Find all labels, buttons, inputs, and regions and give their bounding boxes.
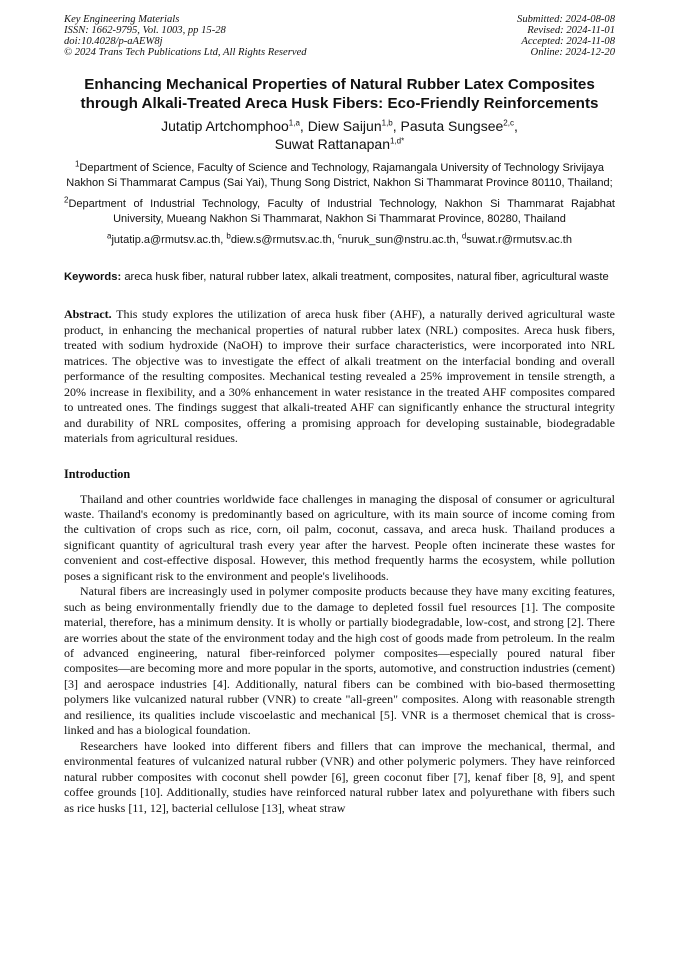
author-name: Diew Saijun: [307, 118, 382, 134]
paper-title: [64, 75, 615, 113]
journal-name: Key Engineering Materials: [64, 14, 180, 25]
date-online: Online: 2024-12-20: [530, 47, 615, 58]
keywords-block: [64, 270, 615, 284]
section-heading-introduction: Introduction: [64, 466, 131, 481]
date-submitted: Submitted: 2024-08-08: [517, 14, 615, 25]
email-link[interactable]: diew.s@rmutsv.ac.th: [230, 234, 332, 246]
author-affiliation-mark: 1,a: [288, 118, 300, 128]
author-emails: $^a$jutatip.a@rmutsv.ac.th, $^b$diew.s@rmutsv.ac.th, $^c$nuruk_sun@nstru.ac.th, $^d$suwat.r@rmutsv.ac.th: [107, 231, 572, 246]
email-mark: a: [107, 231, 112, 241]
journal-issn: ISSN: 1662-9795, Vol. 1003, pp 15-28: [64, 25, 226, 36]
author-list: [64, 117, 615, 153]
paper-page: [64, 14, 615, 816]
affiliation-2: [64, 197, 615, 227]
author-name: Suwat Rattanapan: [274, 136, 390, 152]
date-accepted: Accepted: 2024-11-08: [521, 36, 615, 47]
journal-info: [64, 14, 307, 58]
author-affiliation-mark: 1,b: [381, 118, 393, 128]
journal-doi: doi:10.4028/p-aAEW8j: [64, 36, 163, 47]
email-mark: c: [337, 231, 342, 241]
body-paragraph: Natural fibers are increasingly used in polymer composite products because they have many exciting features, such as being environmentally friendly due to the damage to depleted fossil fuel resources [1]. The composite material, therefore, has a minimum density. It is wholly or partially biodegradable, low-cost, and strong [2]. There are worries about the state of the environment today and the high cost of goods made from petroleum. In the realm of advanced engineering, natural fiber-reinforced polymer composites—especially poured natural fiber composites—are becoming more and more popular in the sports, automotive, and construction industries (cement) [3] and aerospace industries [4]. Additionally, natural fibers can be combined with bio-based thermosetting polymers like vulcanized natural rubber (VNR) to create "all-green" composites. Along with reasonable strength and resilience, its qualities include viscoelastic and mechanical [5]. VNR is a thermoset chemical that is cross-linked and has a biological foundation.: [64, 584, 615, 738]
author-name: Jutatip Artchomphoo: [161, 118, 289, 134]
keywords-label: Keywords:: [64, 271, 122, 283]
keywords-text: areca husk fiber, natural rubber latex, alkali treatment, composites, natural fiber, agricultural waste: [124, 271, 609, 283]
body-paragraph: Thailand and other countries worldwide face challenges in managing the disposal of consumer or agricultural waste. Thailand's economy is predominantly based on agriculture, with its main source of income coming from the cultivation of crops such as rice, corn, oil palm, coconut, cassava, and areca husk. Thailand produces a significant quantity of agricultural trash every year after the harvest. People often incinerate these wastes for convenient and cost-effective disposal. However, this method frequently harms the ecosystem, while pollution poses a significant risk to the environment and people's livelihoods.: [64, 491, 615, 583]
body-paragraph: Researchers have looked into different fibers and fillers that can improve the mechanical, thermal, and environmental features of vulcanized natural rubber (VNR) and other polymeric polymers. They have reinforced natural rubber composites with coconut shell powder [6], green coconut fiber [7], kenaf fiber [8, 9], and spent coffee grounds [10]. Additionally, studies have reinforced natural rubber latex and polyurethane with fibers such as rice husks [11, 12], bacterial cellulose [13], wheat straw: [64, 738, 615, 815]
author-separator: ,: [392, 118, 401, 134]
author-separator: ,: [299, 118, 308, 134]
author-affiliation-mark: 2,c: [503, 118, 514, 128]
journal-copyright: © 2024 Trans Tech Publications Ltd, All Rights Reserved: [64, 47, 307, 58]
email-link[interactable]: suwat.r@rmutsv.ac.th: [466, 234, 572, 246]
email-mark: b: [226, 231, 231, 241]
affiliation-text: Department of Industrial Technology, Faculty of Industrial Technology, Nakhon Si Thammarat Rajabhat University, Mueang Nakhon Si Thammarat, Nakhon Si Thammarat Province, 80280, Thailand: [68, 198, 615, 225]
date-revised: Revised: 2024-11-01: [527, 25, 615, 36]
abstract-text: This study explores the utilization of areca husk fiber (AHF), a naturally derived agricultural waste product, in enhancing the mechanical properties of natural rubber latex (NRL) composites. Areca husk fibers, treated with sodium hydroxide (NaOH) to improve their surface characteristics, were incorporated into NRL matrices. The objective was to investigate the effect of alkali treatment on the interfacial bonding and overall performance of the resulting composites. Mechanical testing revealed a 25% improvement in tensile strength, a 20% increase in flexibility, and a 30% enhancement in water resistance in the treated AHF composites compared to untreated ones. The findings suggest that alkali-treated AHF can significantly enhance the structural integrity and durability of NRL composites, offering a promising approach for developing sustainable, biodegradable materials from agricultural residues.: [64, 307, 615, 445]
journal-header: [64, 14, 615, 58]
title-line: through Alkali-Treated Areca Husk Fibers: Eco-Friendly Reinforcements: [80, 95, 599, 112]
abstract-label: Abstract.: [64, 307, 112, 321]
author-affiliation-mark: 1,d*: [389, 136, 405, 146]
abstract-block: [64, 307, 615, 447]
affiliation-1: [64, 161, 615, 191]
affiliation-text: Department of Science, Faculty of Science and Technology, Rajamangala University of Technology Srivijaya Nakhon Si Thammarat Campus (Sai Yai), Thung Song District, Nakhon Si Thammarat Province 80110, Thailand;: [66, 162, 613, 189]
affiliation-mark: 2: [64, 195, 69, 205]
affiliation-mark: 1: [74, 159, 80, 169]
email-mark: d: [461, 231, 467, 241]
title-line: Enhancing Mechanical Properties of Natural Rubber Latex Composites: [84, 76, 595, 93]
email-link[interactable]: nuruk_sun@nstru.ac.th: [341, 234, 456, 246]
submission-dates: [517, 14, 615, 58]
author-name: Pasuta Sungsee: [400, 118, 504, 134]
author-separator: ,: [513, 118, 518, 134]
email-link[interactable]: jutatip.a@rmutsv.ac.th: [111, 234, 221, 246]
